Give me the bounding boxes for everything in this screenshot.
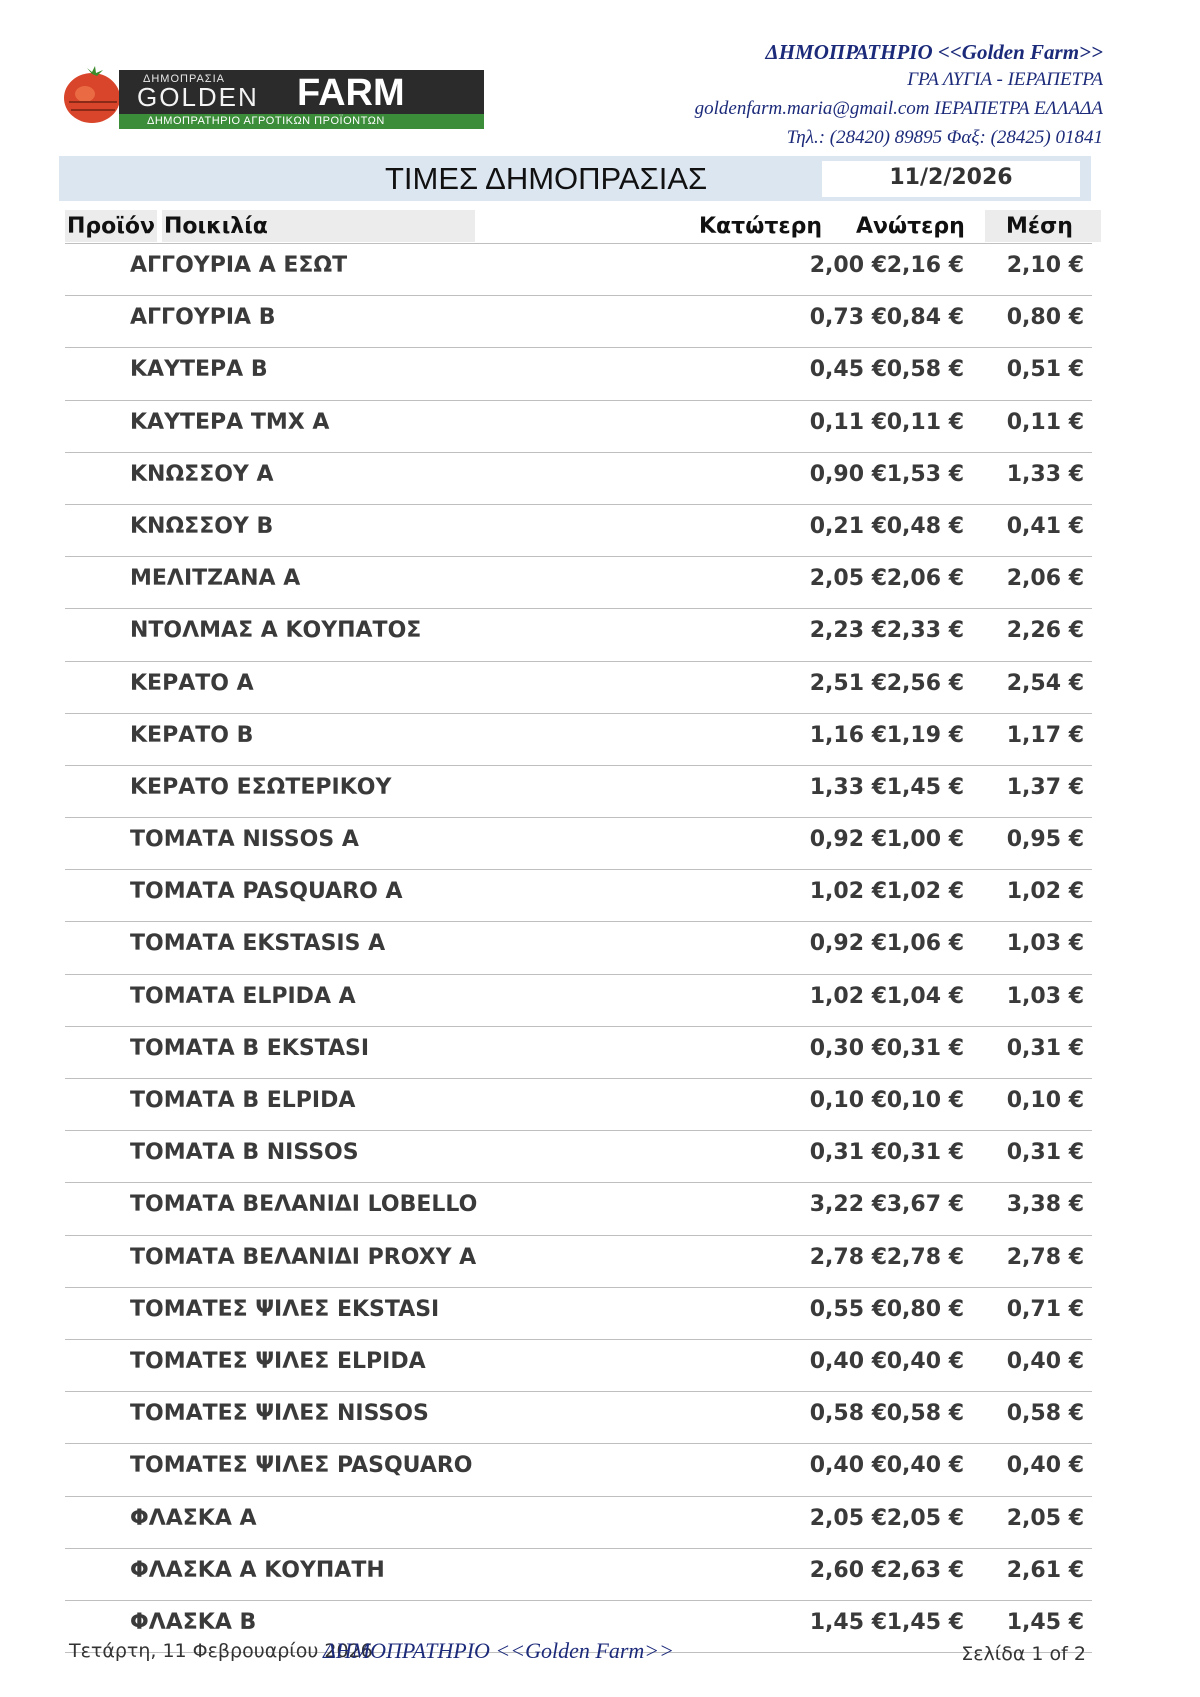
tomato-icon [61,64,123,124]
table-row [65,975,1092,1027]
low-price: 1,16 € [809,722,887,748]
avg-price: 0,51 € [1006,357,1084,383]
avg-price: 2,10 € [1006,253,1084,278]
price-table [65,243,1092,1653]
high-price: 0,84 € [886,305,964,331]
low-price: 3,22 € [809,1192,887,1218]
low-price: 2,05 € [809,1505,887,1531]
table-row [65,1288,1092,1340]
high-price: 0,40 € [886,1348,964,1374]
low-price: 2,05 € [809,566,887,592]
product-name: ΚΕΡΑΤΟ Β [130,722,254,748]
avg-price: 0,80 € [1006,305,1084,331]
low-price: 2,00 € [809,253,887,278]
table-row [65,1027,1092,1079]
product-name: ΤΟΜΑΤΑ Β NISSOS [130,1140,359,1166]
high-price: 1,02 € [886,879,964,905]
table-row [65,1549,1092,1601]
avg-price: 1,17 € [1006,722,1084,748]
high-price: 0,58 € [886,1401,964,1427]
low-price: 0,11 € [809,409,887,435]
high-price: 0,10 € [886,1088,964,1113]
high-price: 0,40 € [886,1453,964,1479]
col-variety-header: Ποικιλία [164,214,268,239]
high-price: 0,80 € [886,1296,964,1322]
avg-price: 2,05 € [1006,1505,1084,1531]
product-name: ΤΟΜΑΤΑ NISSOS A [130,827,359,853]
table-row [65,870,1092,922]
company-name: ΔΗΜΟΠΡΑΤΗΡΙΟ <<Golden Farm>> [765,40,1103,64]
company-phone: Τηλ.: (28420) 89895 Φαξ: (28425) 01841 [786,127,1103,148]
high-price: 1,45 € [886,774,964,800]
product-name: ΝΤΟΛΜΑΣ Α ΚΟΥΠΑΤΟΣ [130,618,422,644]
high-price: 1,45 € [886,1609,964,1635]
high-price: 2,33 € [886,618,964,644]
low-price: 0,30 € [809,1035,887,1061]
col-low-header: Κατώτερη [699,214,823,239]
high-price: 1,00 € [886,827,964,853]
product-name: ΦΛΑΣΚΑ Β [130,1609,257,1635]
product-name: ΤΟΜΑΤΑ Β ELPIDA [130,1088,356,1113]
low-price: 2,51 € [809,670,887,696]
product-name: ΤΟΜΑΤΑ ΒΕΛΑΝΙΔΙ LOBELLO [130,1192,478,1218]
low-price: 0,58 € [809,1401,887,1427]
avg-price: 1,03 € [1006,931,1084,957]
logo-farm-text: FARM [297,72,405,114]
low-price: 1,33 € [809,774,887,800]
product-name: ΚΝΩΣΣΟΥ Β [130,513,274,539]
product-name: ΜΕΛΙΤΖΑΝΑ Α [130,566,301,592]
product-name: ΤΟΜΑΤΑ Β EKSTASI [130,1035,370,1061]
table-row [65,1340,1092,1392]
footer-company: ΔΗΜΟΠΡΑΤΗΡΙΟ <<Golden Farm>> [323,1638,674,1663]
footer-date: Τετάρτη, 11 Φεβρουαρίου 2026 [69,1640,373,1662]
avg-price: 0,31 € [1006,1140,1084,1166]
table-row [65,296,1092,348]
col-high-header: Ανώτερη [856,214,965,239]
company-logo [59,58,424,131]
product-name: ΤΟΜΑΤΕΣ ΨΙΛΕΣ PASQUARO [130,1453,473,1479]
low-price: 0,40 € [809,1348,887,1374]
product-name: ΚΕΡΑΤΟ Α [130,670,254,696]
product-name: ΤΟΜΑΤΑ PASQUARO A [130,879,403,905]
table-row [65,1236,1092,1288]
avg-price: 2,78 € [1006,1244,1084,1270]
low-price: 0,92 € [809,931,887,957]
product-name: ΚΝΩΣΣΟΥ Α [130,461,274,487]
product-name: ΚΑΥΤΕΡΑ Β [130,357,268,383]
auction-date: 11/2/2026 [889,165,1013,190]
avg-price: 1,45 € [1006,1609,1084,1635]
table-row [65,766,1092,818]
table-row [65,557,1092,609]
avg-price: 0,11 € [1006,409,1084,435]
avg-price: 0,95 € [1006,827,1084,853]
low-price: 0,90 € [809,461,887,487]
high-price: 0,48 € [886,513,964,539]
avg-price: 2,06 € [1006,566,1084,592]
low-price: 1,02 € [809,983,887,1009]
table-row [65,1497,1092,1549]
product-name: ΚΕΡΑΤΟ ΕΣΩΤΕΡΙΚΟΥ [130,774,392,800]
low-price: 1,45 € [809,1609,887,1635]
avg-price: 0,31 € [1006,1035,1084,1061]
logo-sup-text: ΔΗΜΟΠΡΑΣΙΑ [143,73,226,85]
logo-golden-text: GOLDEN [137,82,259,112]
table-row [65,1079,1092,1131]
avg-price: 3,38 € [1006,1192,1084,1218]
low-price: 0,10 € [809,1088,887,1113]
avg-price: 0,10 € [1006,1088,1084,1113]
product-name: ΑΓΓΟΥΡΙΑ Α ΕΣΩΤ [130,253,348,278]
low-price: 2,78 € [809,1244,887,1270]
high-price: 0,31 € [886,1035,964,1061]
table-row [65,453,1092,505]
product-name: ΤΟΜΑΤΑ ELPIDA A [130,983,356,1009]
table-row [65,1444,1092,1496]
high-price: 2,78 € [886,1244,964,1270]
low-price: 2,60 € [809,1557,887,1583]
low-price: 0,55 € [809,1296,887,1322]
high-price: 1,04 € [886,983,964,1009]
high-price: 2,06 € [886,566,964,592]
low-price: 0,45 € [809,357,887,383]
table-row [65,609,1092,661]
product-name: ΦΛΑΣΚΑ Α [130,1505,257,1531]
avg-price: 1,03 € [1006,983,1084,1009]
high-price: 2,05 € [886,1505,964,1531]
low-price: 0,73 € [809,305,887,331]
high-price: 1,19 € [886,722,964,748]
col-avg-header: Μέση [1006,214,1073,239]
table-row [65,818,1092,870]
avg-price: 2,26 € [1006,618,1084,644]
avg-price: 0,40 € [1006,1348,1084,1374]
avg-price: 1,37 € [1006,774,1084,800]
high-price: 2,63 € [886,1557,964,1583]
avg-price: 2,54 € [1006,670,1084,696]
table-row [65,505,1092,557]
table-row [65,1392,1092,1444]
table-row [65,714,1092,766]
product-name: ΚΑΥΤΕΡΑ ΤΜΧ Α [130,409,330,435]
company-email: goldenfarm.maria@gmail.com ΙΕΡΑΠΕΤΡΑ ΕΛΛΑΔΑ [694,98,1103,119]
table-row [65,348,1092,400]
high-price: 2,16 € [886,253,964,278]
avg-price: 2,61 € [1006,1557,1084,1583]
product-name: ΤΟΜΑΤΕΣ ΨΙΛΕΣ ELPIDA [130,1348,426,1374]
footer-page-number: Σελίδα 1 of 2 [961,1643,1086,1665]
low-price: 2,23 € [809,618,887,644]
table-row [65,1183,1092,1235]
low-price: 0,21 € [809,513,887,539]
product-name: ΤΟΜΑΤΕΣ ΨΙΛΕΣ EKSTASI [130,1296,440,1322]
product-name: ΦΛΑΣΚΑ Α ΚΟΥΠΑΤΗ [130,1557,385,1583]
low-price: 0,31 € [809,1140,887,1166]
avg-price: 1,02 € [1006,879,1084,905]
product-name: ΑΓΓΟΥΡΙΑ Β [130,305,276,331]
avg-price: 0,71 € [1006,1296,1084,1322]
table-row [65,401,1092,453]
avg-price: 0,41 € [1006,513,1084,539]
table-row [65,1131,1092,1183]
high-price: 1,53 € [886,461,964,487]
logo-sub-text: ΔΗΜΟΠΡΑΤΗΡΙΟ ΑΓΡΟΤΙΚΩΝ ΠΡΟΪΟΝΤΩΝ [147,115,385,127]
high-price: 3,67 € [886,1192,964,1218]
col-product-header: Προϊόν [67,214,155,239]
high-price: 2,56 € [886,670,964,696]
table-row [65,243,1092,296]
high-price: 1,06 € [886,931,964,957]
low-price: 1,02 € [809,879,887,905]
low-price: 0,40 € [809,1453,887,1479]
product-name: ΤΟΜΑΤΑ ΒΕΛΑΝΙΔΙ PROXY A [130,1244,477,1270]
company-location: ΓΡΑ ΛΥΓΙΑ - ΙΕΡΑΠΕΤΡΑ [907,69,1103,90]
low-price: 0,92 € [809,827,887,853]
avg-price: 0,58 € [1006,1401,1084,1427]
table-row [65,922,1092,974]
high-price: 0,31 € [886,1140,964,1166]
product-name: ΤΟΜΑΤΑ EKSTASIS A [130,931,386,957]
product-name: ΤΟΜΑΤΕΣ ΨΙΛΕΣ NISSOS [130,1401,429,1427]
high-price: 0,11 € [886,409,964,435]
avg-price: 0,40 € [1006,1453,1084,1479]
page-title: ΤΙΜΕΣ ΔΗΜΟΠΡΑΣΙΑΣ [385,161,708,196]
avg-price: 1,33 € [1006,461,1084,487]
high-price: 0,58 € [886,357,964,383]
table-row [65,662,1092,714]
